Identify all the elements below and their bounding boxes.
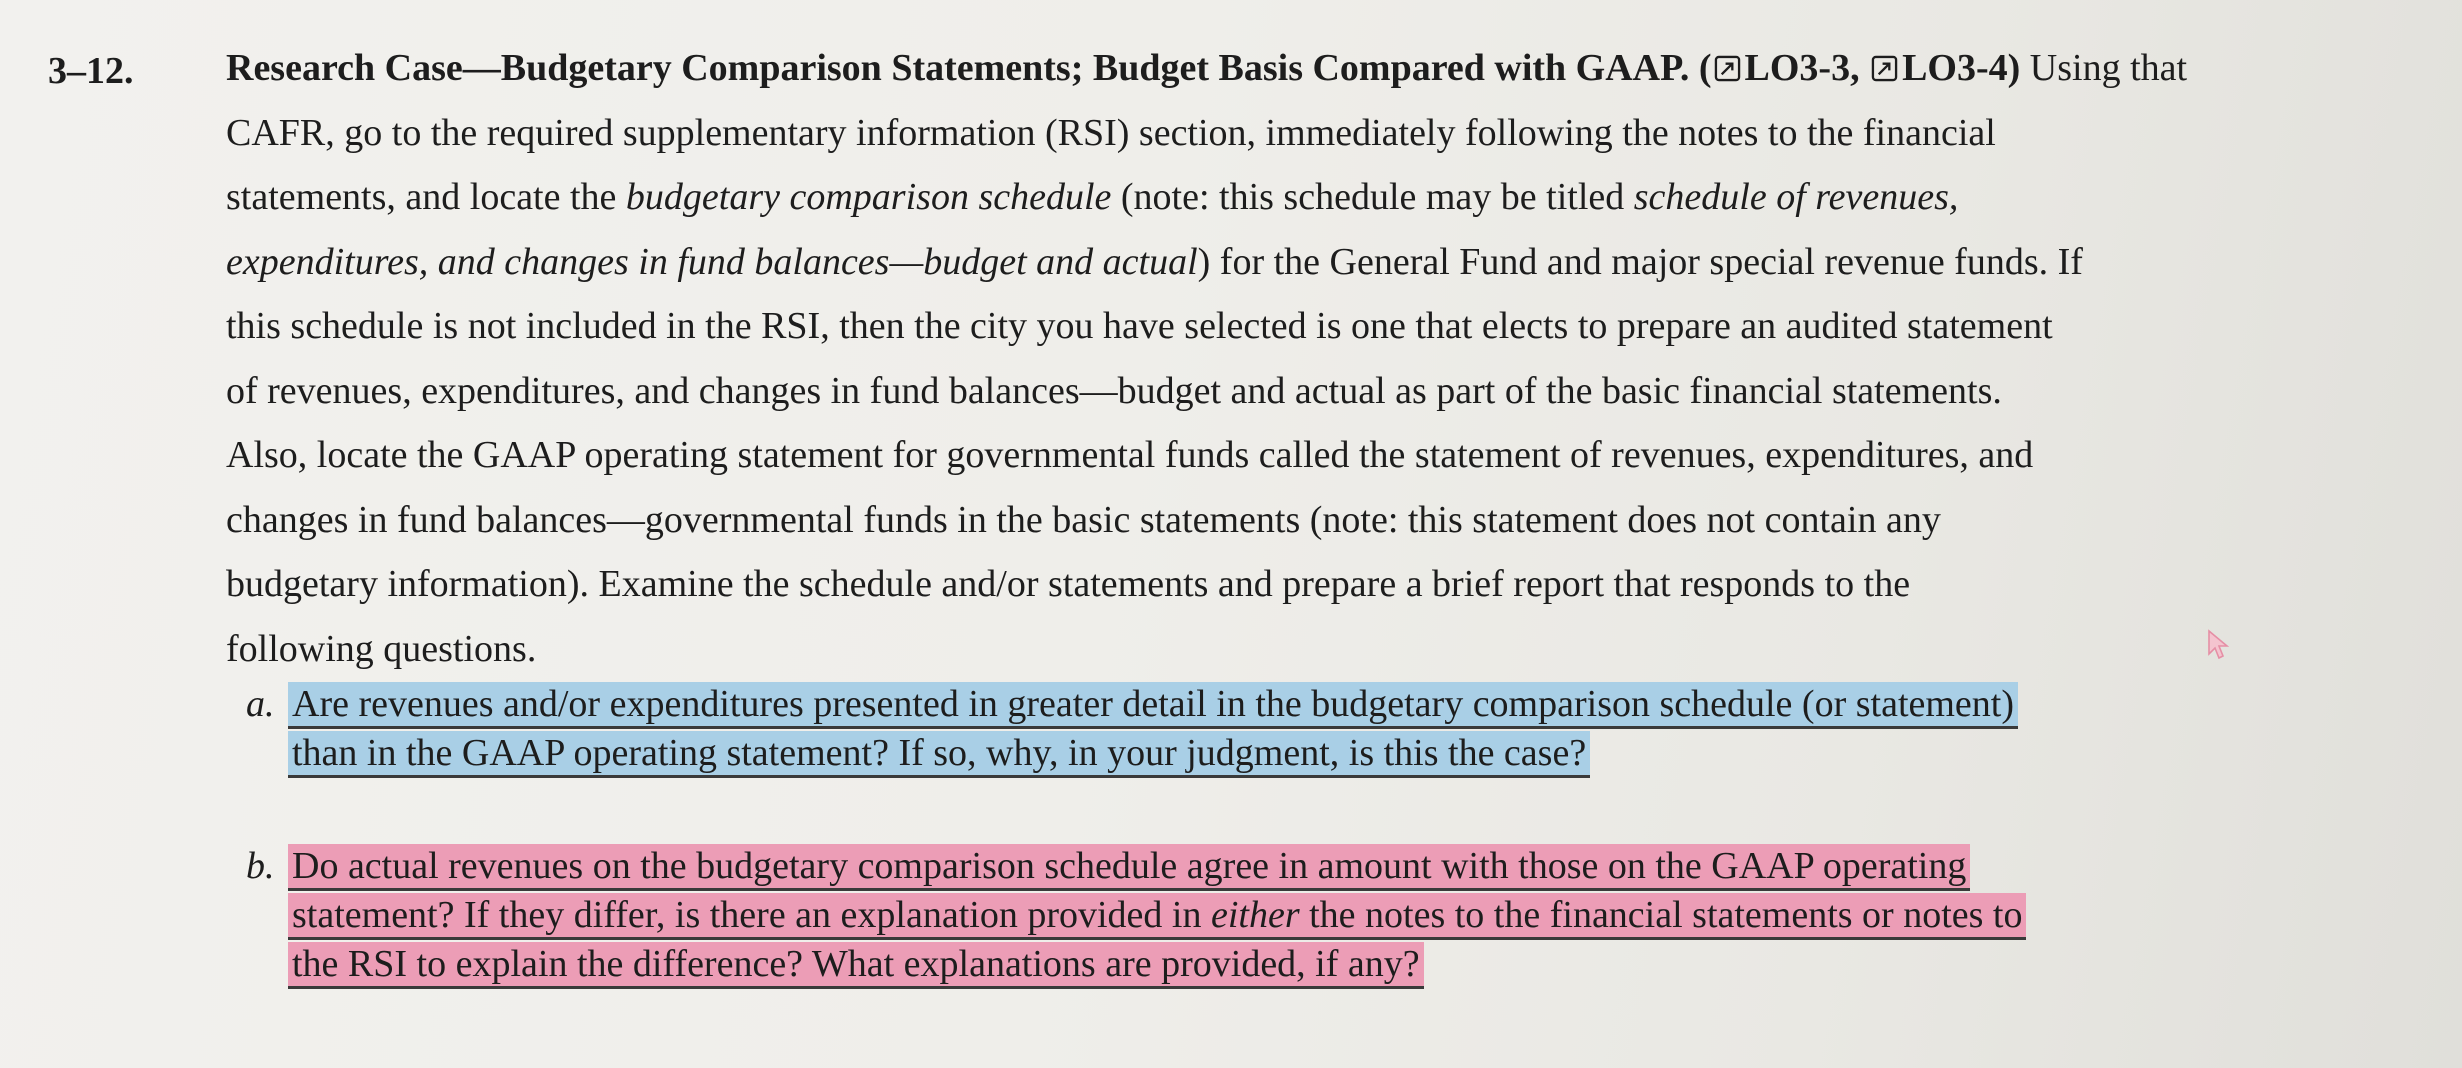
problem-line-5: this schedule is not included in the RSI, then the city you have selected is one that elects to prepare an audited statement xyxy=(226,305,2053,347)
lo-ref-1: LO3-3, xyxy=(1744,47,1860,89)
mouse-pointer-icon xyxy=(2206,628,2232,662)
question-b-text xyxy=(292,834,2026,999)
problem-line-6: of revenues, expenditures, and changes in fund balances—budget and actual as part of the basic financial statements. xyxy=(226,369,2002,412)
problem-line-1-tail: Using that xyxy=(2020,47,2188,89)
problem-line-7: Also, locate the GAAP operating statement for governmental funds called the statement of revenues, expenditures, and xyxy=(226,434,2034,476)
question-a-letter: a. xyxy=(246,683,275,725)
lo-open-paren: ( xyxy=(1698,47,1712,89)
problem-line-3-d: schedule of revenues, xyxy=(1633,176,1959,218)
problem-line-10: following questions. xyxy=(226,627,537,670)
problem-title: Research Case—Budgetary Comparison Statements; Budget Basis Compared with GAAP. xyxy=(226,47,1690,89)
problem-line-4 xyxy=(226,230,2436,295)
problem-line-4-a: expenditures, and changes in fund balances—budget and actual xyxy=(226,240,1198,283)
lo-ref-2: LO3-4) xyxy=(1902,47,2021,89)
question-b-line-2-a: statement? If they differ, is there an explanation provided in xyxy=(292,894,1211,936)
problem-line-4-b: ) for the General Fund and major special revenue funds. If xyxy=(1197,240,2083,283)
question-a-line-2[interactable]: than in the GAAP operating statement? If so, why, in your judgment, is this the case? xyxy=(288,731,1590,778)
question-b-line-3[interactable]: the RSI to explain the difference? What explanations are provided, if any? xyxy=(288,942,1424,989)
external-link-box-icon[interactable] xyxy=(1714,55,1741,82)
external-link-box-icon[interactable] xyxy=(1871,55,1898,82)
question-b-line-1[interactable]: Do actual revenues on the budgetary comparison schedule agree in amount with those on the GAAP operating xyxy=(288,844,1970,891)
question-b-letter: b. xyxy=(246,845,275,887)
problem-line-3-a: statements, and locate the xyxy=(226,176,626,218)
problem-line-2: CAFR, go to the required supplementary information (RSI) section, immediately following the notes to the financial xyxy=(226,111,1996,154)
question-b-line-2-c: the notes to the financial statements or notes to xyxy=(1299,894,2023,936)
problem-body xyxy=(226,36,2436,681)
problem-line-8: changes in fund balances—governmental funds in the basic statements (note: this statement does not contain any xyxy=(226,498,1941,541)
question-a-line-1[interactable]: Are revenues and/or expenditures presented in greater detail in the budgetary comparison schedule (or statement) xyxy=(288,682,2018,729)
problem-line-3-b: budgetary comparison schedule xyxy=(625,176,1112,218)
problem-number: 3–12. xyxy=(48,50,134,92)
problem-line-9: budgetary information). Examine the schedule and/or statements and prepare a brief report that responds to the xyxy=(226,563,1911,605)
problem-line-3 xyxy=(226,165,2436,230)
question-a-text xyxy=(292,672,2018,788)
question-b-line-2-b: either xyxy=(1210,894,1300,936)
problem-line-1 xyxy=(226,36,2436,101)
problem-line-3-c: (note: this schedule may be titled xyxy=(1111,176,1634,218)
